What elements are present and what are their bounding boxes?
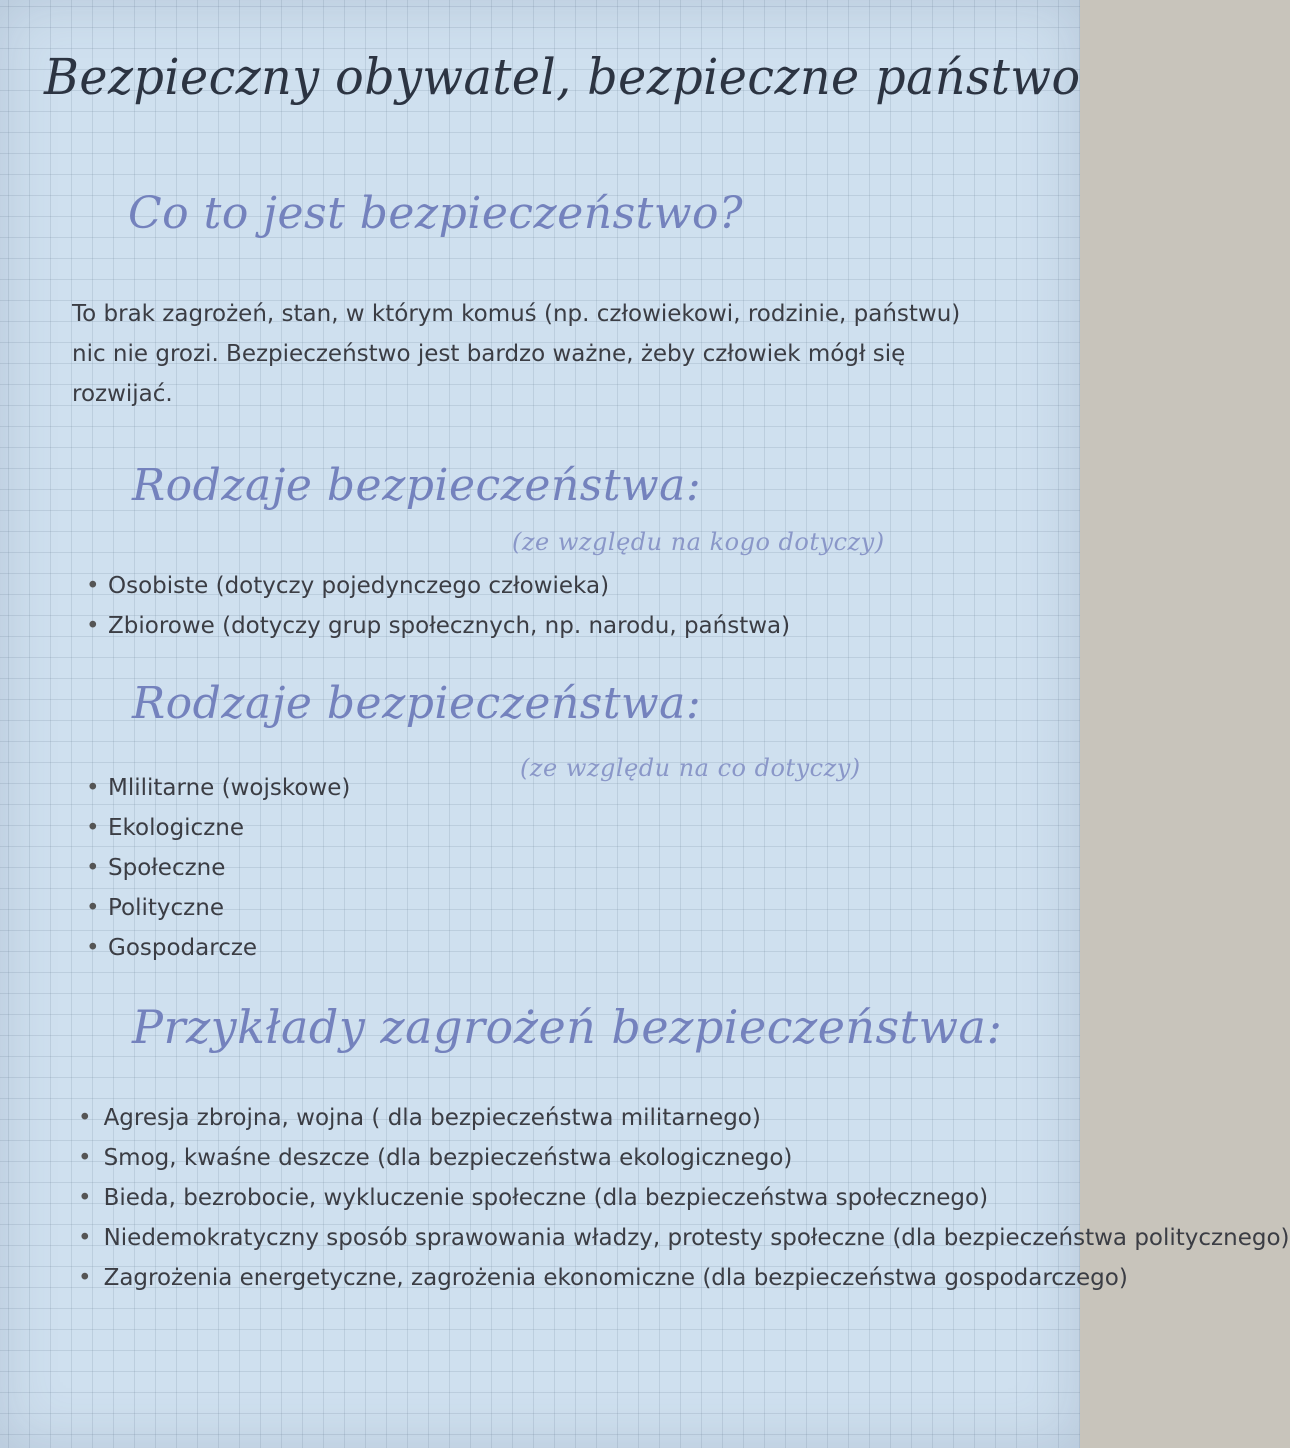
types-who-heading: Rodzaje bezpieczeństwa: — [132, 460, 702, 511]
list-item: • Niedemokratyczny sposób sprawowania władzy, protesty społeczne (dla bezpieczeństwa politycznego) — [72, 1218, 1012, 1258]
list-item: • Smog, kwaśne deszcze (dla bezpieczeństwa ekologicznego) — [72, 1138, 1012, 1178]
definition-heading: Co to jest bezpieczeństwo? — [128, 188, 744, 239]
types-who-list — [80, 566, 790, 646]
definition-text: To brak zagrożeń, stan, w którym komuś (np. człowiekowi, rodzinie, państwu) nic nie grozi. Bezpieczeństwo jest bardzo ważne, żeby człowiek mógł się rozwijać. — [72, 301, 961, 407]
list-item: • Ekologiczne — [80, 808, 350, 848]
threats-heading: Przykłady zagrożeń bezpieczeństwa: — [132, 1000, 1003, 1054]
list-item: • Gospodarcze — [80, 928, 350, 968]
list-item: • Zagrożenia energetyczne, zagrożenia ekonomiczne (dla bezpieczeństwa gospodarczego) — [72, 1258, 1012, 1298]
types-what-heading: Rodzaje bezpieczeństwa: — [132, 678, 702, 729]
list-item: • Polityczne — [80, 888, 350, 928]
list-item: • Bieda, bezrobocie, wykluczenie społeczne (dla bezpieczeństwa społecznego) — [72, 1178, 1012, 1218]
types-what-list — [80, 768, 350, 968]
list-item: • Agresja zbrojna, wojna ( dla bezpieczeństwa militarnego) — [72, 1098, 1012, 1138]
page-title: Bezpieczny obywatel, bezpieczne państwo — [44, 48, 1081, 106]
types-what-note: (ze względu na co dotyczy) — [520, 754, 861, 782]
threats-list — [72, 1098, 1290, 1298]
types-who-note: (ze względu na kogo dotyczy) — [512, 528, 885, 556]
list-item: • Społeczne — [80, 848, 350, 888]
list-item: • Mlilitarne (wojskowe) — [80, 768, 350, 808]
list-item: • Osobiste (dotyczy pojedynczego człowieka) — [80, 566, 790, 606]
list-item: • Zbiorowe (dotyczy grup społecznych, np. narodu, państwa) — [80, 606, 790, 646]
